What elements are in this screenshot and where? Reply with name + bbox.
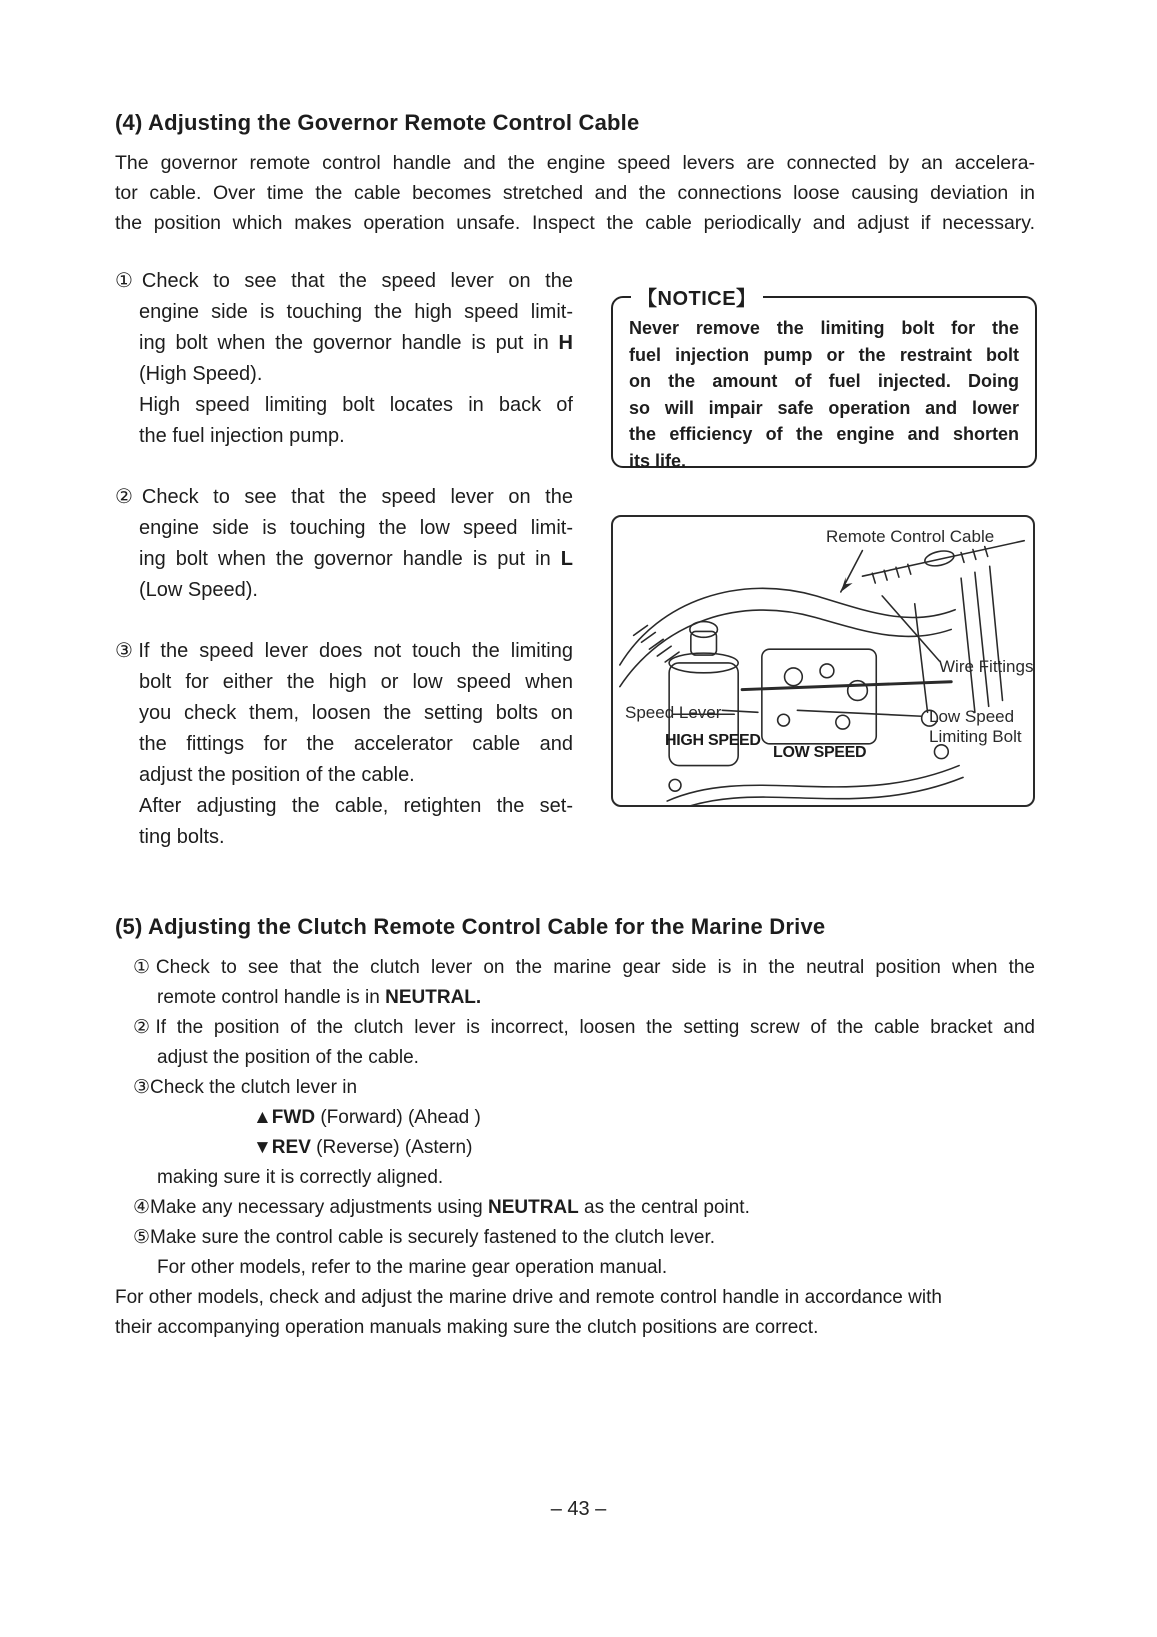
text-segment: as the central point. xyxy=(578,1197,750,1218)
text-line xyxy=(115,328,573,359)
text-segment: you check them, loosen the setting bolts on xyxy=(139,702,573,724)
text-line xyxy=(133,1043,1035,1073)
text-line xyxy=(629,342,1019,369)
text-line xyxy=(133,1073,1035,1103)
notice-title: 【NOTICE】 xyxy=(637,288,757,310)
text-line xyxy=(115,729,573,760)
text-segment: (Forward) (Ahead ) xyxy=(315,1107,481,1128)
figure-label-speed-lever: Speed Lever xyxy=(625,703,722,722)
text-line xyxy=(115,791,573,822)
text-segment: so will impair safe operation and lower xyxy=(629,397,1019,418)
text-segment: ing bolt when the governor handle is put in xyxy=(139,332,559,354)
text-line xyxy=(133,1163,1035,1193)
text-line xyxy=(115,148,1035,178)
section5-step-list xyxy=(133,953,1035,1283)
text-segment: After adjusting the cable, retighten the set- xyxy=(139,795,573,817)
text-segment: ④Make any necessary adjustments using xyxy=(133,1197,488,1218)
text-line xyxy=(629,448,1019,475)
text-segment: the fuel injection pump. xyxy=(139,425,345,447)
text-line xyxy=(629,421,1019,448)
text-line xyxy=(115,822,573,853)
text-segment: bolt for either the high or low speed when xyxy=(139,671,573,693)
text-segment: its life. xyxy=(629,450,687,471)
text-segment: The governor remote control handle and the engine speed levers are connected by an accelera- xyxy=(115,152,1035,174)
text-segment: engine side is touching the low speed limit- xyxy=(139,517,573,539)
text-segment: ①Check to see that the speed lever on the xyxy=(115,270,573,292)
text-segment: the fittings for the accelerator cable and xyxy=(139,733,573,755)
text-segment: ③If the speed lever does not touch the limiting xyxy=(115,640,573,662)
text-line xyxy=(133,1253,1035,1283)
engine-diagram-figure xyxy=(611,515,1035,807)
figure-label-wire-fittings: Wire Fittings xyxy=(939,657,1034,676)
text-line xyxy=(133,983,1035,1013)
text-segment: their accompanying operation manuals making sure the clutch positions are correct. xyxy=(115,1317,819,1338)
text-segment: NEUTRAL xyxy=(487,1197,579,1218)
text-segment: ②If the position of the clutch lever is incorrect, loosen the setting screw of the cable bracket and xyxy=(133,1017,1035,1038)
text-segment: making sure it is correctly aligned. xyxy=(157,1167,444,1188)
text-segment: ▼REV xyxy=(253,1137,311,1158)
figure-label-low-speed-limiting-bolt-2: Limiting Bolt xyxy=(929,727,1022,746)
text-segment: For other models, check and adjust the marine drive and remote control handle in accordance with xyxy=(115,1287,942,1308)
text-line xyxy=(133,1013,1035,1043)
text-segment: ①Check to see that the clutch lever on the marine gear side is in the neutral position when the xyxy=(133,957,1035,978)
text-segment: tor cable. Over time the cable becomes stretched and the connections loose causing deviation in xyxy=(115,182,1035,204)
figure-label-remote-control-cable: Remote Control Cable xyxy=(826,527,995,546)
text-segment: fuel injection pump or the restraint bolt xyxy=(629,344,1019,365)
section4-step-list xyxy=(115,266,573,883)
text-line xyxy=(115,421,573,452)
text-line xyxy=(115,636,573,667)
text-segment: H xyxy=(558,332,573,354)
text-line xyxy=(115,760,573,791)
text-segment: (Low Speed). xyxy=(139,579,258,601)
text-line xyxy=(115,698,573,729)
text-line xyxy=(115,178,1035,208)
text-line xyxy=(115,297,573,328)
text-line xyxy=(115,1283,1035,1313)
text-line xyxy=(115,208,1035,238)
section5-closing-paragraph xyxy=(115,1283,1035,1343)
figure-label-low-speed-limiting-bolt-1: Low Speed xyxy=(929,707,1015,726)
text-line xyxy=(115,359,573,390)
text-line xyxy=(133,1103,1035,1133)
text-line xyxy=(629,368,1019,395)
text-line xyxy=(115,575,573,606)
text-segment: ing bolt when the governor handle is put in xyxy=(139,548,561,570)
text-segment: High speed limiting bolt locates in back of xyxy=(139,394,573,416)
text-segment: the position which makes operation unsafe. Inspect the cable periodically and adjust if necessary. xyxy=(115,212,1035,234)
text-segment: the efficiency of the engine and shorten xyxy=(629,424,1019,444)
text-segment: Never remove the limiting bolt for the xyxy=(629,318,1019,338)
text-line xyxy=(133,1133,1035,1163)
text-segment: L xyxy=(560,548,573,570)
text-segment: adjust the position of the cable. xyxy=(139,764,415,786)
section4-heading: (4) Adjusting the Governor Remote Control Cable xyxy=(115,110,640,135)
text-line xyxy=(629,395,1019,422)
section4-step-1 xyxy=(115,266,573,452)
text-segment: NEUTRAL. xyxy=(385,987,482,1008)
section4-step-2 xyxy=(115,482,573,606)
section4-intro-paragraph xyxy=(115,148,1035,238)
text-segment: adjust the position of the cable. xyxy=(157,1047,419,1068)
figure-label-high-speed: HIGH SPEED xyxy=(665,732,761,749)
text-line xyxy=(133,1223,1035,1253)
text-line xyxy=(115,390,573,421)
text-line xyxy=(115,544,573,575)
text-segment: on the amount of fuel injected. Doing xyxy=(629,371,1019,391)
text-line xyxy=(133,1193,1035,1223)
text-segment: ⑤Make sure the control cable is securely fastened to the clutch lever. xyxy=(133,1227,716,1248)
text-segment: ③Check the clutch lever in xyxy=(133,1077,358,1098)
text-segment: (Reverse) (Astern) xyxy=(310,1137,473,1158)
text-segment: (High Speed). xyxy=(139,363,263,385)
section5-heading: (5) Adjusting the Clutch Remote Control Cable for the Marine Drive xyxy=(115,914,826,939)
text-segment: ②Check to see that the speed lever on the xyxy=(115,486,573,508)
text-line xyxy=(629,315,1019,342)
text-segment: For other models, refer to the marine gear operation manual. xyxy=(157,1257,668,1278)
text-line xyxy=(115,266,573,297)
text-line xyxy=(133,953,1035,983)
text-segment: ▲FWD xyxy=(253,1107,316,1128)
text-segment: engine side is touching the high speed limit- xyxy=(139,301,573,323)
text-segment: remote control handle is in xyxy=(157,987,386,1008)
text-line xyxy=(115,482,573,513)
text-line xyxy=(115,1313,1035,1343)
text-segment: ting bolts. xyxy=(139,826,225,848)
section4-step-3 xyxy=(115,636,573,853)
notice-text xyxy=(629,315,1019,474)
notice-box xyxy=(611,282,1037,471)
text-line xyxy=(115,667,573,698)
page-number: – 43 – xyxy=(550,1498,607,1520)
figure-label-low-speed: LOW SPEED xyxy=(773,744,867,761)
text-line xyxy=(115,513,573,544)
